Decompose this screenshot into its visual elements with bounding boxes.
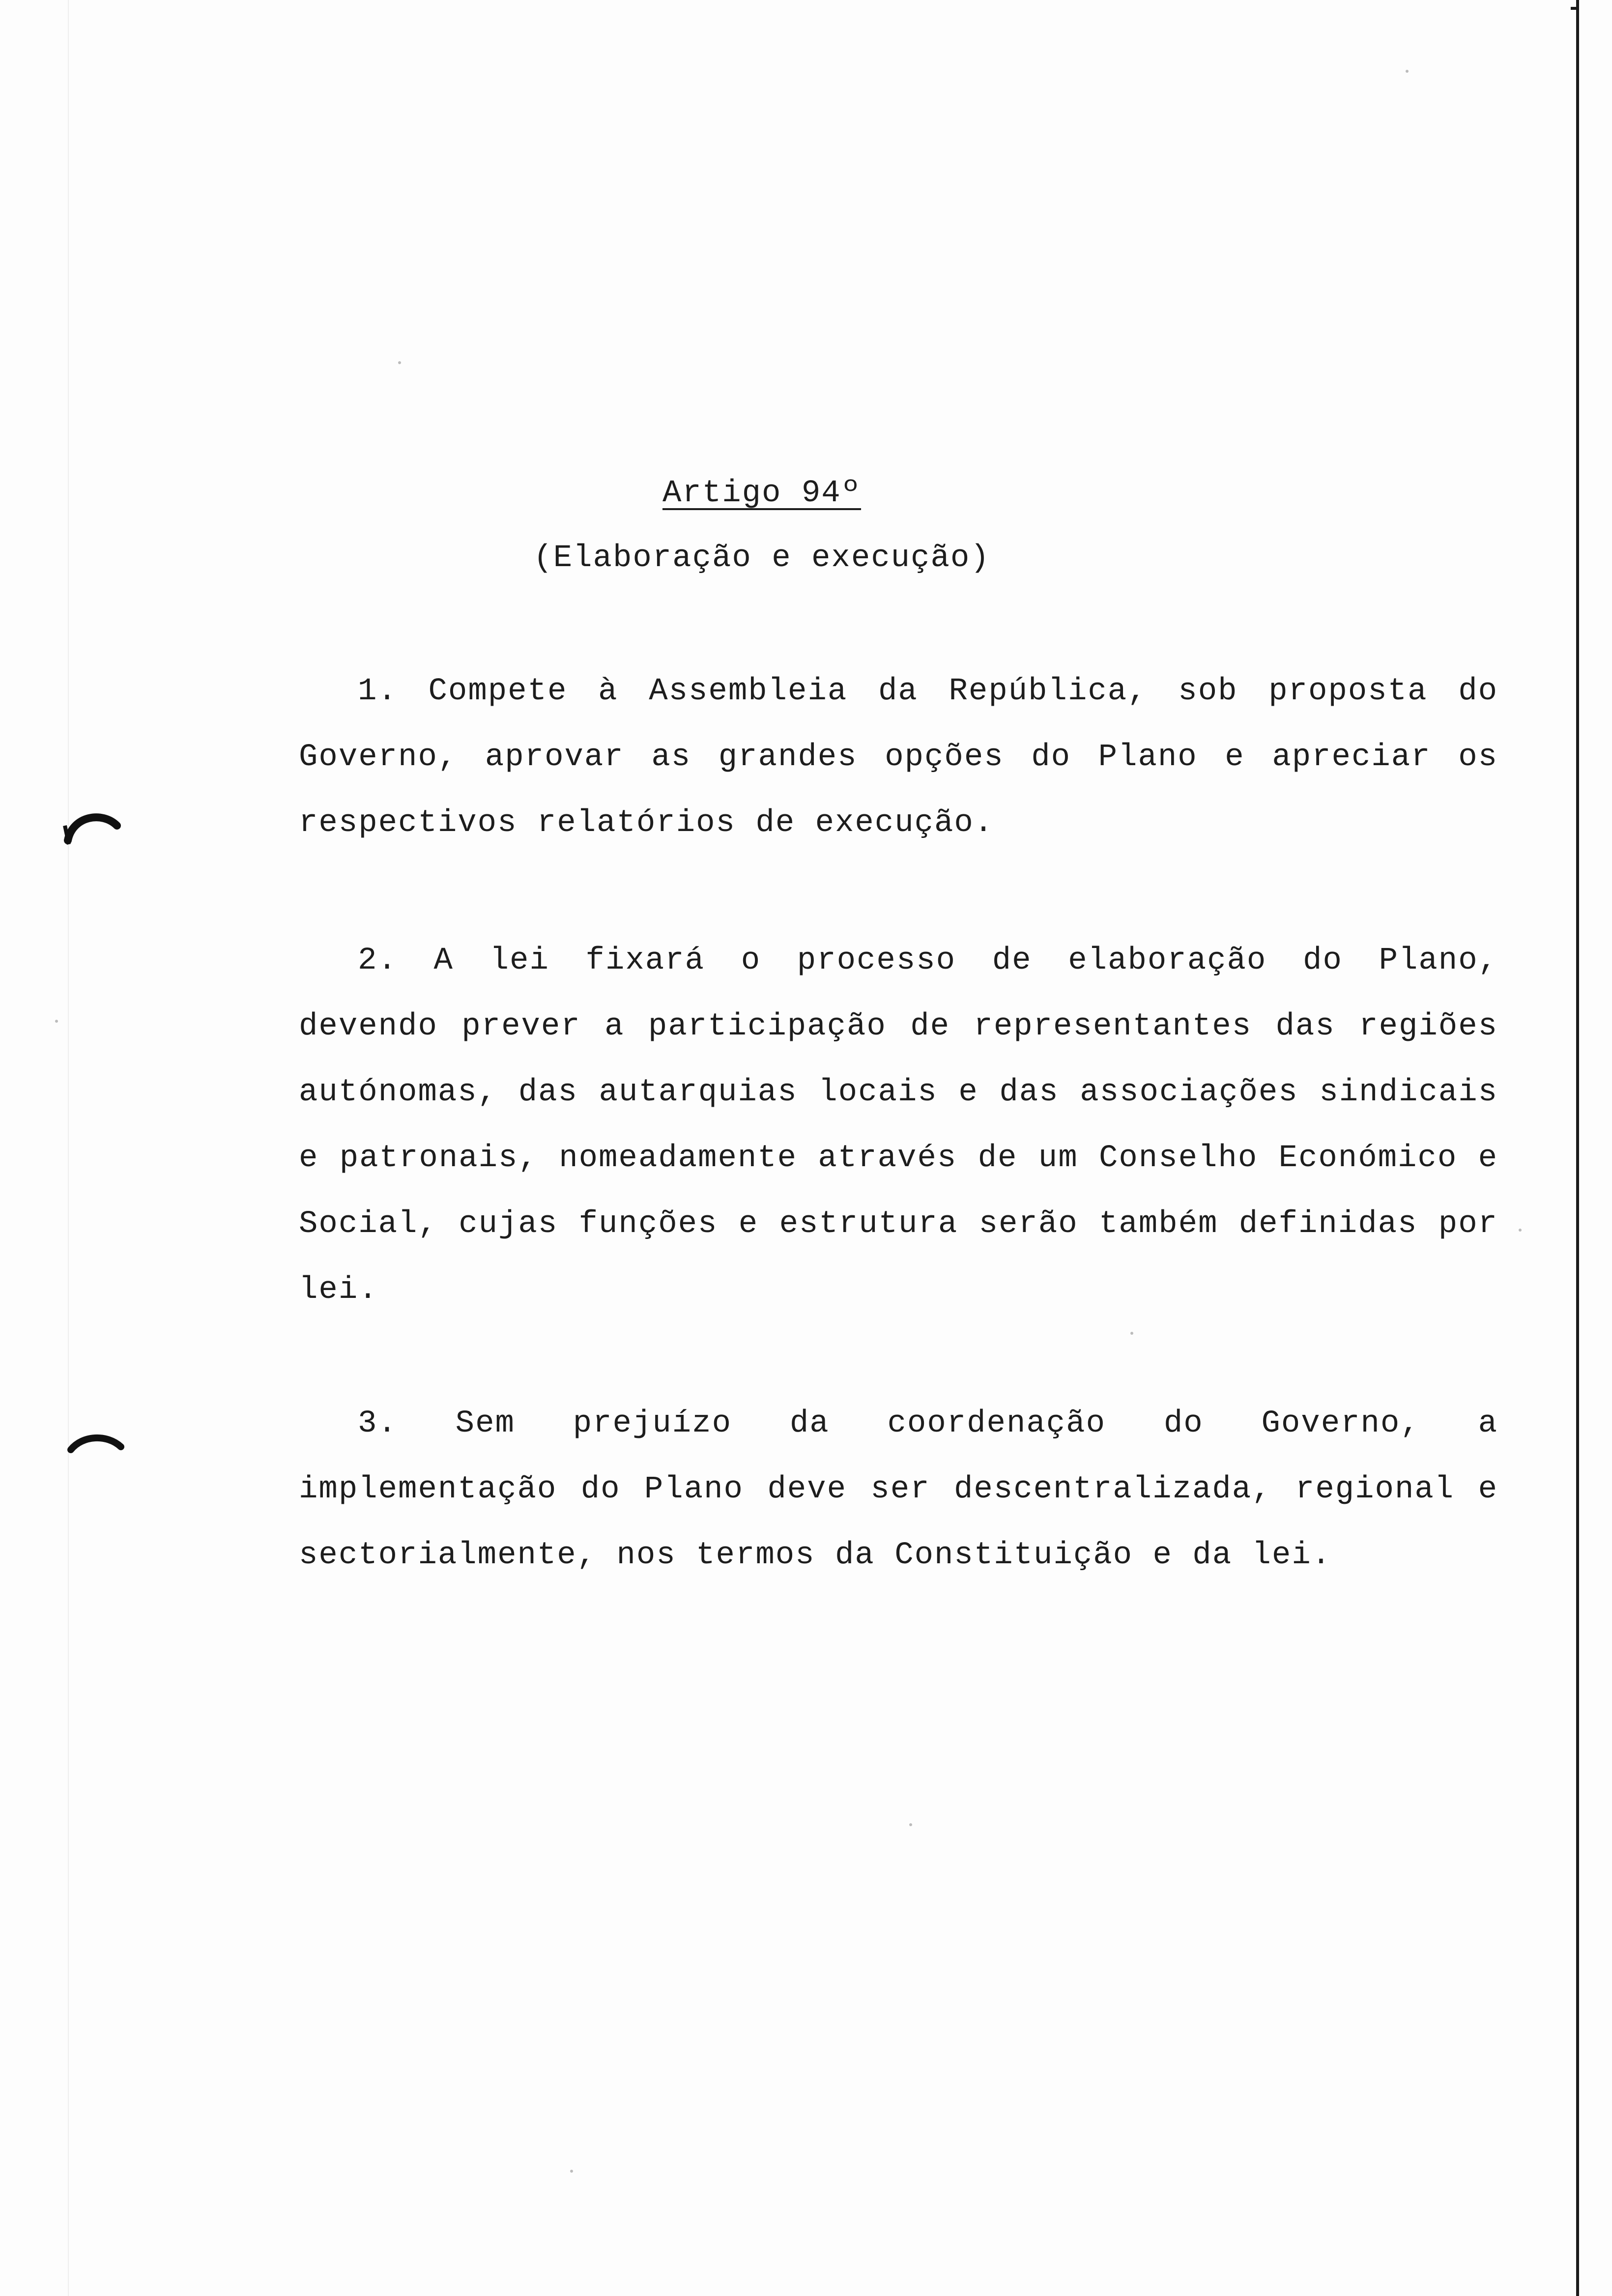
page-border-rule [1576,0,1579,2296]
binder-hole-mark [58,806,122,845]
page-edge-shadow [68,0,69,2296]
scan-speck [1130,1332,1133,1335]
scan-speck [909,1823,912,1826]
article-title: Artigo 94º [662,476,862,511]
paragraph-1: 1. Compete à Assembleia da República, sob proposta do Governo, aprovar as grandes opções do Plano e apreciar os respectivos relatórios de execução. [299,674,1498,841]
paragraph-2: 2. A lei fixará o processo de elaboração do Plano, devendo prever a participação de representantes das regiões autónomas, das autarquias locais e das associações sindicais e patronais, nomeadamente através de um Conselho Económico e Social, cujas funções e estrutura serão também definidas por lei. [299,943,1498,1308]
binder-hole-mark [63,1425,127,1464]
scan-speck [398,361,401,364]
article-subtitle: (Elaboração e execução) [533,541,990,576]
page-border-tick [1571,7,1577,10]
scan-speck [570,2170,573,2173]
scan-speck [1519,1229,1522,1232]
scan-speck [1406,70,1409,73]
scan-speck [55,1020,58,1023]
paragraph-3: 3. Sem prejuízo da coordenação do Governo, a implementação do Plano deve ser descentralizada, regional e sectorialmente, nos termos da Constituição e da lei. [299,1406,1498,1573]
